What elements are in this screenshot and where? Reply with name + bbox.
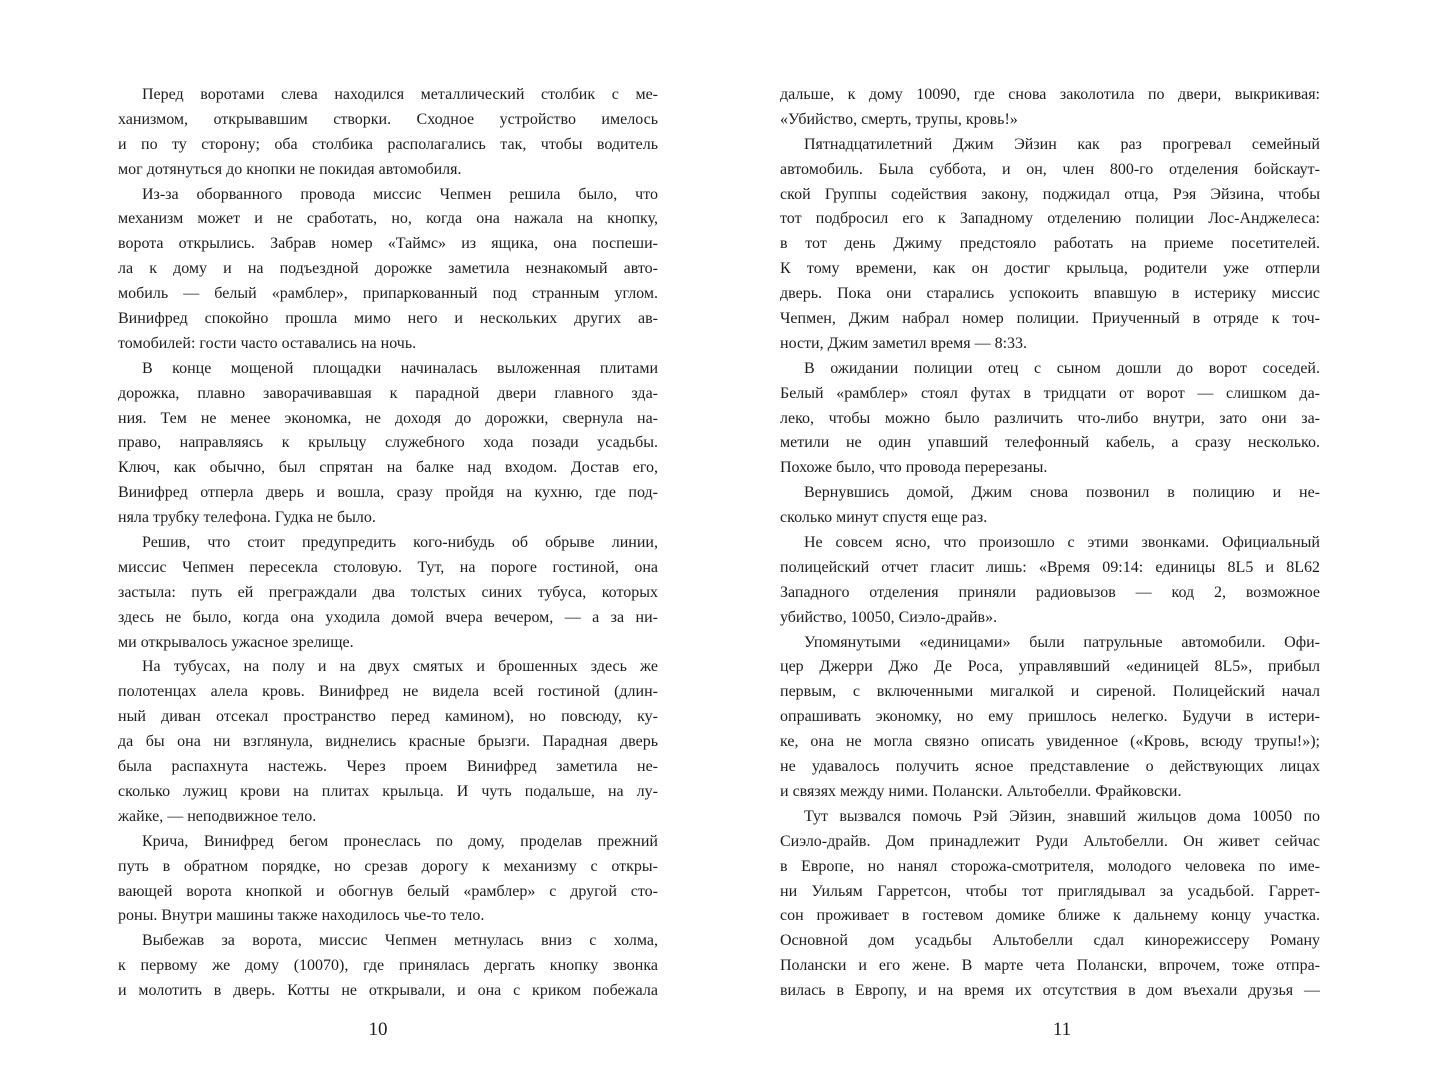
- text-line: Крича, Винифред бегом пронеслась по дому, проделав прежний: [142, 832, 658, 850]
- text-line: ханизмом, открывавшим створки. Сходное устройство имелось: [118, 110, 658, 128]
- text-line: ный диван отсекал пространство перед камином), но повсюду, ку-: [118, 708, 658, 726]
- text-line: К тому времени, как он достиг крыльца, родители уже отперли: [780, 260, 1320, 278]
- text-line: Перед воротами слева находился металлический столбик с ме-: [142, 86, 658, 103]
- text-line: в Европе, но нанял сторожа-смотрителя, молодого человека по име-: [780, 857, 1320, 875]
- text-line: сколько лужиц крови на плитах крыльца. И чуть подальше, на лу-: [118, 782, 658, 800]
- text-line: Сиэло-драйв. Дом принадлежит Руди Альтобелли. Он живет сейчас: [780, 832, 1320, 850]
- right-page: [780, 86, 1320, 1026]
- text-line: Пятнадцатилетний Джим Эйзин как раз прогревал семейный: [804, 135, 1320, 153]
- text-line: не удавалось получить ясное представление о действующих лицах: [780, 758, 1320, 776]
- text-line: застыла: путь ей преграждали два толстых синих тубуса, которых: [118, 583, 658, 601]
- text-line: вилась в Европу, и на время их отсутствия в дом въехали друзья —: [780, 982, 1320, 1000]
- left-page-number: 10: [368, 1019, 388, 1040]
- text-line: право, направляясь к крыльцу служебного хода позади усадьбы.: [118, 434, 658, 452]
- text-line: опрашивать экономку, но ему пришлось нелегко. Будучи в истери-: [780, 708, 1320, 726]
- text-line: да бы она ни взглянула, виднелись красные брызги. Парадная дверь: [118, 733, 658, 751]
- text-line: здесь не было, когда она уходила домой вчера вечером, — а за ни-: [118, 608, 658, 626]
- text-line: Белый «рамблер» стоял футах в тридцати от ворот — слишком да-: [780, 384, 1320, 402]
- text-line: дальше, к дому 10090, где снова заколотила по двери, выкрикивая:: [780, 86, 1320, 103]
- text-line: ке, она не могла связно описать увиденное («Кровь, всюду трупы!»);: [780, 733, 1320, 751]
- text-line: роны. Внутри машины также находилось чье-то тело.: [118, 907, 485, 925]
- text-line: ми открывалось ужасное зрелище.: [118, 633, 354, 651]
- text-line: Чепмен, Джим набрал номер полиции. Приученный в отряде к точ-: [780, 310, 1320, 328]
- text-line: ской Группы содействия закону, поджидал отца, Рэя Эйзина, чтобы: [780, 185, 1320, 203]
- text-line: леко, чтобы можно было различить что-либо внутри, зато они за-: [780, 409, 1320, 427]
- text-line: Не совсем ясно, что произошло с этими звонками. Официальный: [804, 534, 1320, 552]
- text-line: Выбежав за ворота, миссис Чепмен метнулась вниз с холма,: [142, 932, 658, 950]
- text-line: На тубусах, на полу и на двух смятых и брошенных здесь же: [142, 658, 658, 676]
- text-line: автомобиль. Была суббота, и он, член 800-го отделения бойскаут-: [780, 160, 1320, 178]
- text-line: Винифред спокойно прошла мимо него и нескольких других ав-: [118, 310, 658, 328]
- text-line: мог дотянуться до кнопки не покидая автомобиля.: [118, 160, 462, 178]
- text-line: сколько минут спустя еще раз.: [780, 509, 988, 527]
- text-line: вающей ворота кнопкой и обогнув белый «рамблер» с другой сто-: [118, 882, 658, 900]
- text-line: первым, с включенными мигалкой и сиреной. Полицейский начал: [780, 683, 1320, 701]
- text-line: к первому же дому (10070), где принялась дергать кнопку звонка: [118, 957, 658, 975]
- text-line: Вернувшись домой, Джим снова позвонил в полицию и не-: [804, 484, 1320, 502]
- text-line: В ожидании полиции отец с сыном дошли до ворот соседей.: [804, 359, 1320, 377]
- text-line: Винифред отперла дверь и вошла, сразу пройдя на кухню, где под-: [118, 484, 658, 502]
- text-line: Полански и его жене. В марте чета Полански, впрочем, тоже отпра-: [780, 957, 1320, 975]
- text-line: Ключ, как обычно, был спрятан на балке над входом. Достав его,: [118, 459, 658, 477]
- text-line: полотенцах алела кровь. Винифред не видела всей гостиной (длин-: [118, 683, 658, 701]
- text-line: цер Джерри Джо Де Роса, управлявший «единицей 8L5», прибыл: [780, 658, 1320, 676]
- text-line: сон проживает в гостевом домике ближе к дальнему концу участка.: [780, 907, 1320, 925]
- text-line: мобиль — белый «рамблер», припаркованный под странным углом.: [118, 285, 658, 303]
- text-line: ворота открылись. Забрав номер «Таймс» из ящика, она поспеши-: [118, 235, 658, 253]
- left-page: [118, 86, 658, 1026]
- text-line: и молотить в дверь. Котты не открывали, и она с криком побежала: [118, 982, 658, 1000]
- text-line: полицейский отчет гласит лишь: «Время 09:14: единицы 8L5 и 8L62: [780, 558, 1320, 576]
- text-line: и связях между ними. Полански. Альтобелли. Фрайковски.: [780, 782, 1182, 800]
- text-line: была распахнута настежь. Через проем Винифред заметила не-: [118, 758, 658, 776]
- text-line: убийство, 10050, Сиэло-драйв».: [780, 608, 998, 626]
- text-line: Упомянутыми «единицами» были патрульные автомобили. Офи-: [804, 633, 1320, 651]
- text-line: метили не один упавший телефонный кабель, а сразу несколько.: [780, 434, 1320, 452]
- text-line: путь в обратном порядке, но срезав дорогу к механизму с откры-: [118, 857, 658, 875]
- text-line: В конце мощеной площадки начиналась выложенная плитами: [142, 359, 658, 377]
- text-line: ности, Джим заметил время — 8:33.: [780, 334, 1028, 352]
- text-line: Тут вызвался помочь Рэй Эйзин, знавший жильцов дома 10050 по: [804, 807, 1320, 825]
- text-line: дверь. Пока они старались успокоить впавшую в истерику миссис: [780, 285, 1320, 303]
- text-line: Западного отделения приняли радиовызов — код 2, возможное: [780, 583, 1320, 601]
- text-line: жайке, — неподвижное тело.: [118, 807, 317, 825]
- text-line: Из-за оборванного провода миссис Чепмен решила было, что: [142, 185, 658, 203]
- text-line: Основной дом усадьбы Альтобелли сдал кинорежиссеру Роману: [780, 932, 1320, 950]
- text-line: механизм может и не сработать, но, когда она нажала на кнопку,: [118, 210, 658, 228]
- text-line: дорожка, плавно заворачивавшая к парадной двери главного зда-: [118, 384, 658, 402]
- text-line: «Убийство, смерть, трупы, кровь!»: [780, 110, 1018, 128]
- text-line: Похоже было, что провода перерезаны.: [780, 459, 1048, 477]
- text-line: в тот день Джиму предстояло работать на приеме посетителей.: [780, 235, 1320, 253]
- text-line: миссис Чепмен пересекла столовую. Тут, на пороге гостиной, она: [118, 558, 658, 576]
- right-page-number: 11: [1052, 1019, 1072, 1040]
- text-line: ния. Тем не менее экономка, не доходя до дорожки, свернула на-: [118, 409, 658, 427]
- text-line: ни Уильям Гарретсон, чтобы тот приглядывал за усадьбой. Гаррет-: [780, 882, 1320, 900]
- text-line: Решив, что стоит предупредить кого-нибудь об обрыве линии,: [142, 534, 658, 552]
- text-line: тот подбросил его к Западному отделению полиции Лос-Анджелеса:: [780, 210, 1320, 228]
- text-line: ла к дому и на подъездной дорожке заметила незнакомый авто-: [118, 260, 658, 278]
- text-line: томобилей: гости часто оставались на ночь.: [118, 334, 417, 352]
- text-line: и по ту сторону; оба столбика располагались так, чтобы водитель: [118, 135, 658, 153]
- text-line: няла трубку телефона. Гудка не было.: [118, 509, 376, 527]
